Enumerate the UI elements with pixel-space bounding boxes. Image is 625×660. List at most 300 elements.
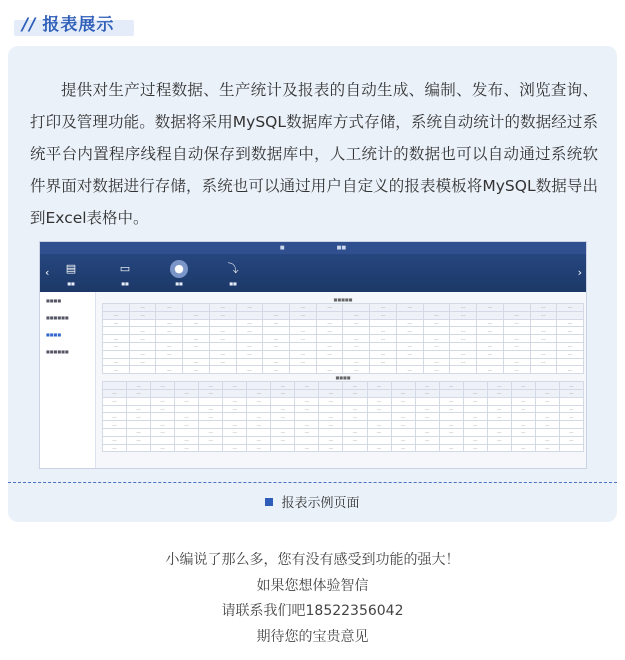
table-cell	[175, 382, 199, 390]
section-header	[14, 6, 134, 36]
table-row	[103, 335, 584, 343]
table-cell: ‒‒	[199, 405, 223, 413]
table-cell	[559, 444, 583, 452]
table-cell	[343, 350, 370, 358]
table-cell	[129, 319, 156, 327]
table-cell: ‒‒	[199, 436, 223, 444]
table-cell: ‒‒	[423, 319, 450, 327]
dashed-divider	[8, 482, 617, 483]
table-cell: ‒‒	[343, 428, 367, 436]
table-cell: ‒‒	[103, 319, 130, 327]
table-cell	[183, 327, 210, 335]
table-cell: ‒‒	[247, 444, 271, 452]
table-cell: ‒‒	[156, 342, 183, 350]
table-cell	[151, 413, 175, 421]
table-cell: ‒‒	[487, 436, 511, 444]
table-cell: ‒‒	[199, 428, 223, 436]
screenshot-report-tables	[102, 296, 584, 466]
table-cell	[209, 319, 236, 327]
table-cell: ‒‒	[263, 311, 290, 319]
table-cell	[319, 405, 343, 413]
table-cell: ‒‒	[557, 342, 584, 350]
table-cell: ‒‒	[127, 405, 151, 413]
table-cell: ‒‒	[175, 413, 199, 421]
table-cell: ‒‒	[183, 335, 210, 343]
table-cell	[530, 342, 557, 350]
table-cell: ‒‒	[530, 311, 557, 319]
table-cell: ‒‒	[271, 405, 295, 413]
table-row	[103, 421, 584, 429]
table-cell: ‒‒	[463, 413, 487, 421]
table-cell	[530, 366, 557, 374]
table-cell	[343, 304, 370, 312]
table-cell	[156, 358, 183, 366]
table-cell	[530, 319, 557, 327]
table-cell	[557, 311, 584, 319]
table-cell: ‒‒	[129, 327, 156, 335]
table-cell	[423, 350, 450, 358]
table-cell	[271, 397, 295, 405]
table-cell: ‒‒	[319, 421, 343, 429]
table-cell	[511, 413, 535, 421]
table-cell: ‒‒	[103, 358, 130, 366]
table-cell	[223, 413, 247, 421]
report-table-top	[102, 303, 584, 374]
nav-right-arrow-icon: ›	[577, 266, 582, 279]
table-cell: ‒‒	[415, 413, 439, 421]
table-cell: ‒‒	[263, 319, 290, 327]
report-screenshot	[39, 241, 587, 469]
table-cell: ‒‒	[103, 366, 130, 374]
table-cell: ‒‒	[103, 335, 130, 343]
table-cell: ‒‒	[247, 413, 271, 421]
table-cell	[487, 421, 511, 429]
table-cell: ‒‒	[263, 366, 290, 374]
table-cell	[183, 350, 210, 358]
table-cell	[450, 342, 477, 350]
table-row	[103, 405, 584, 413]
table-cell	[415, 444, 439, 452]
table-cell: ‒‒	[477, 319, 504, 327]
table-cell: ‒‒	[199, 382, 223, 390]
table-cell: ‒‒	[290, 304, 317, 312]
table-cell	[295, 389, 319, 397]
table-cell: ‒‒	[295, 405, 319, 413]
table-cell: ‒‒	[183, 319, 210, 327]
table-cell: ‒‒	[415, 428, 439, 436]
table-cell: ‒‒	[129, 335, 156, 343]
table-row	[103, 382, 584, 390]
table-cell: ‒‒	[209, 311, 236, 319]
table-cell: ‒‒	[450, 358, 477, 366]
table-cell: ‒‒	[477, 350, 504, 358]
table-cell: ‒‒	[316, 304, 343, 312]
table-cell: ‒‒	[151, 405, 175, 413]
table-cell: ‒‒	[127, 413, 151, 421]
table-cell: ‒‒	[199, 389, 223, 397]
table-cell	[477, 335, 504, 343]
table-cell: ‒‒	[439, 397, 463, 405]
nav-item-4: ⤵ ■■	[216, 260, 250, 286]
table-cell	[236, 311, 263, 319]
closing-line: 请联系我们吧18522356042	[221, 603, 404, 619]
table-cell: ‒‒	[439, 382, 463, 390]
table-cell: ‒‒	[343, 405, 367, 413]
table-cell: ‒‒	[343, 436, 367, 444]
table-cell: ‒‒	[396, 342, 423, 350]
table-cell	[396, 358, 423, 366]
table-cell: ‒‒	[511, 382, 535, 390]
table-cell	[103, 405, 127, 413]
table-row	[103, 444, 584, 452]
table-cell: ‒‒	[477, 342, 504, 350]
table-cell: ‒‒	[463, 444, 487, 452]
table-cell	[391, 382, 415, 390]
table-cell	[103, 350, 130, 358]
table-cell: ‒‒	[396, 366, 423, 374]
table-cell: ‒‒	[103, 389, 127, 397]
table-cell: ‒‒	[415, 436, 439, 444]
table-cell: ‒‒	[103, 397, 127, 405]
table-cell: ‒‒	[271, 382, 295, 390]
table-cell: ‒‒	[247, 397, 271, 405]
table-cell: ‒‒	[295, 428, 319, 436]
table-row	[103, 319, 584, 327]
table-row	[103, 358, 584, 366]
table-cell: ‒‒	[439, 405, 463, 413]
table-cell	[263, 327, 290, 335]
table-cell: ‒‒	[511, 428, 535, 436]
table-cell: ‒‒	[103, 436, 127, 444]
table-cell: ‒‒	[127, 389, 151, 397]
table-row	[103, 436, 584, 444]
table-row	[103, 304, 584, 312]
table-cell	[263, 304, 290, 312]
table-cell	[290, 342, 317, 350]
table-cell: ‒‒	[343, 389, 367, 397]
table-cell: ‒‒	[450, 304, 477, 312]
table-cell: ‒‒	[236, 304, 263, 312]
table-cell	[559, 421, 583, 429]
table-cell: ‒‒	[223, 444, 247, 452]
content-card	[8, 46, 617, 522]
table-cell	[156, 335, 183, 343]
table-cell: ‒‒	[103, 444, 127, 452]
table-cell: ‒‒	[423, 342, 450, 350]
table-cell: ‒‒	[316, 350, 343, 358]
table-cell: ‒‒	[487, 413, 511, 421]
table-cell: ‒‒	[103, 311, 130, 319]
table-cell: ‒‒	[477, 304, 504, 312]
table-cell: ‒‒	[557, 366, 584, 374]
table-cell: ‒‒	[223, 421, 247, 429]
table-cell	[183, 304, 210, 312]
table-cell: ‒‒	[127, 428, 151, 436]
table-row	[103, 397, 584, 405]
table-cell: ‒‒	[175, 397, 199, 405]
table-cell: ‒‒	[247, 436, 271, 444]
table-cell	[535, 428, 559, 436]
table-cell	[129, 366, 156, 374]
table-cell: ‒‒	[343, 319, 370, 327]
table-cell: ‒‒	[129, 311, 156, 319]
table-cell: ‒‒	[271, 389, 295, 397]
table-cell	[503, 304, 530, 312]
table-cell: ‒‒	[450, 335, 477, 343]
table-cell: ‒‒	[503, 342, 530, 350]
table-cell: ‒‒	[223, 382, 247, 390]
table-cell	[271, 444, 295, 452]
table-cell: ‒‒	[559, 405, 583, 413]
table-caption: ■■■■	[335, 375, 351, 381]
table-cell	[439, 436, 463, 444]
closing-line: 期待您的宝贵意见	[256, 628, 369, 645]
table-cell: ‒‒	[463, 421, 487, 429]
table-cell: ‒‒	[415, 389, 439, 397]
table-cell: ‒‒	[175, 436, 199, 444]
table-cell	[391, 428, 415, 436]
table-cell	[236, 358, 263, 366]
table-cell: ‒‒	[367, 397, 391, 405]
table-cell	[316, 311, 343, 319]
table-cell: ‒‒	[343, 342, 370, 350]
nav-item-1: ▤ ■■	[54, 260, 88, 286]
table-cell: ‒‒	[127, 382, 151, 390]
table-cell: ‒‒	[559, 389, 583, 397]
table-cell: ‒‒	[199, 413, 223, 421]
table-cell	[343, 327, 370, 335]
table-cell	[247, 382, 271, 390]
table-cell	[129, 342, 156, 350]
table-cell: ‒‒	[343, 366, 370, 374]
table-cell: ‒‒	[503, 358, 530, 366]
table-cell: ‒‒	[343, 382, 367, 390]
closing-line: 如果您想体验智信	[256, 577, 369, 594]
table-cell: ‒‒	[396, 327, 423, 335]
table-cell: ‒‒	[151, 444, 175, 452]
table-cell	[559, 397, 583, 405]
table-cell: ‒‒	[477, 327, 504, 335]
table-cell	[503, 350, 530, 358]
table-cell: ‒‒	[367, 421, 391, 429]
table-cell: ‒‒	[151, 421, 175, 429]
table-cell	[367, 389, 391, 397]
table-cell	[503, 327, 530, 335]
table-cell: ‒‒	[156, 366, 183, 374]
table-cell	[343, 444, 367, 452]
table-cell: ‒‒	[129, 304, 156, 312]
screenshot-side-menu	[40, 292, 96, 469]
side-menu-item: ■■■■■■	[46, 315, 69, 320]
table-cell	[511, 436, 535, 444]
table-cell: ‒‒	[391, 421, 415, 429]
table-cell: ‒‒	[290, 350, 317, 358]
table-cell: ‒‒	[103, 342, 130, 350]
table-cell: ‒‒	[183, 311, 210, 319]
table-cell	[396, 335, 423, 343]
table-cell	[367, 436, 391, 444]
table-cell	[103, 382, 127, 390]
table-cell: ‒‒	[319, 397, 343, 405]
table-cell: ‒‒	[247, 421, 271, 429]
table-cell: ‒‒	[396, 350, 423, 358]
table-cell	[209, 342, 236, 350]
table-cell: ‒‒	[557, 304, 584, 312]
table-cell	[463, 405, 487, 413]
table-cell	[175, 405, 199, 413]
table-cell: ‒‒	[175, 444, 199, 452]
table-cell: ‒‒	[183, 342, 210, 350]
table-cell: ‒‒	[295, 421, 319, 429]
table-cell	[223, 436, 247, 444]
table-cell	[423, 304, 450, 312]
table-cell	[343, 421, 367, 429]
table-cell: ‒‒	[450, 350, 477, 358]
table-cell	[247, 405, 271, 413]
table-cell: ‒‒	[530, 327, 557, 335]
table-cell	[535, 382, 559, 390]
table-cell: ‒‒	[316, 327, 343, 335]
intro-paragraph: 提供对生产过程数据、生产统计及报表的自动生成、编制、发布、浏览查询、打印及管理功能。数据将采用MySQL数据库方式存储，系统自动统计的数据经过系统平台内置程序线程自动保存到数据库中，人工统计的数据也可以自动通过系统软件界面对数据进行存储，系统也可以通过用户自定义的报表模板将MySQL数据导出到Excel表格中。	[30, 81, 598, 227]
section-title: // 报表展示	[22, 15, 115, 35]
table-cell: ‒‒	[535, 436, 559, 444]
table-cell: ‒‒	[129, 350, 156, 358]
table-cell: ‒‒	[503, 335, 530, 343]
table-cell: ‒‒	[271, 428, 295, 436]
table-cell: ‒‒	[156, 319, 183, 327]
table-cell: ‒‒	[511, 421, 535, 429]
table-cell: ‒‒	[295, 444, 319, 452]
table-cell	[487, 397, 511, 405]
table-cell: ‒‒	[370, 311, 397, 319]
table-cell: ‒‒	[156, 350, 183, 358]
table-cell: ‒‒	[535, 421, 559, 429]
table-cell: ‒‒	[503, 311, 530, 319]
table-cell: ‒‒	[557, 350, 584, 358]
table-cell	[103, 428, 127, 436]
table-cell	[316, 358, 343, 366]
table-cell	[487, 444, 511, 452]
table-cell	[477, 311, 504, 319]
table-cell: ‒‒	[236, 327, 263, 335]
table-cell: ‒‒	[557, 319, 584, 327]
table-cell: ‒‒	[127, 436, 151, 444]
table-cell	[370, 366, 397, 374]
table-cell: ‒‒	[209, 358, 236, 366]
monitor-icon: ▭	[119, 262, 131, 275]
table-cell	[199, 397, 223, 405]
table-cell: ‒‒	[316, 342, 343, 350]
table-cell	[463, 428, 487, 436]
table-cell	[271, 421, 295, 429]
table-cell	[367, 413, 391, 421]
table-cell: ‒‒	[535, 413, 559, 421]
table-cell: ‒‒	[511, 444, 535, 452]
table-cell: ‒‒	[423, 311, 450, 319]
users-icon: ●	[170, 260, 188, 278]
table-cell: ‒‒	[370, 304, 397, 312]
table-cell: ‒‒	[511, 405, 535, 413]
table-cell: ‒‒	[290, 311, 317, 319]
table-cell: ‒‒	[511, 397, 535, 405]
table-cell: ‒‒	[343, 358, 370, 366]
table-cell: ‒‒	[367, 405, 391, 413]
table-cell	[439, 389, 463, 397]
table-cell: ‒‒	[236, 350, 263, 358]
table-cell: ‒‒	[463, 389, 487, 397]
side-menu-item: ■■■■■■	[46, 349, 69, 354]
table-cell: ‒‒	[439, 444, 463, 452]
table-cell: ‒‒	[391, 389, 415, 397]
table-cell	[450, 366, 477, 374]
report-table-bottom	[102, 381, 584, 452]
lightning-icon: ⤵	[227, 262, 239, 275]
table-cell	[127, 421, 151, 429]
table-row	[103, 327, 584, 335]
table-row	[103, 413, 584, 421]
table-cell: ‒‒	[503, 366, 530, 374]
table-cell: ‒‒	[370, 358, 397, 366]
table-cell: ‒‒	[450, 327, 477, 335]
table-cell: ‒‒	[290, 335, 317, 343]
table-cell: ‒‒	[209, 327, 236, 335]
table-row	[103, 350, 584, 358]
table-cell: ‒‒	[343, 413, 367, 421]
table-caption: ■■■■■	[333, 297, 353, 302]
table-cell	[535, 405, 559, 413]
table-cell: ‒‒	[156, 327, 183, 335]
table-cell: ‒‒	[295, 397, 319, 405]
table-cell: ‒‒	[367, 428, 391, 436]
table-cell: ‒‒	[271, 413, 295, 421]
table-cell: ‒‒	[391, 444, 415, 452]
table-cell: ‒‒	[487, 405, 511, 413]
nav-left-arrow-icon: ‹	[45, 266, 50, 279]
table-cell: ‒‒	[209, 335, 236, 343]
table-cell: ‒‒	[487, 428, 511, 436]
table-cell	[199, 444, 223, 452]
table-cell: ‒‒	[156, 304, 183, 312]
table-cell	[156, 311, 183, 319]
table-cell	[263, 350, 290, 358]
table-cell: ‒‒	[391, 413, 415, 421]
chart-icon: ▤	[65, 262, 77, 275]
table-cell: ‒‒	[223, 428, 247, 436]
table-cell: ‒‒	[396, 304, 423, 312]
table-row	[103, 389, 584, 397]
table-cell	[316, 335, 343, 343]
square-bullet-icon	[265, 498, 273, 506]
table-cell	[370, 319, 397, 327]
table-cell	[175, 428, 199, 436]
table-cell: ‒‒	[236, 366, 263, 374]
table-cell	[450, 319, 477, 327]
table-cell	[415, 421, 439, 429]
table-cell: ‒‒	[477, 366, 504, 374]
table-cell	[370, 342, 397, 350]
table-cell: ‒‒	[343, 335, 370, 343]
table-cell: ‒‒	[223, 405, 247, 413]
table-cell: ‒‒	[236, 319, 263, 327]
table-cell	[151, 436, 175, 444]
table-cell: ‒‒	[263, 335, 290, 343]
table-cell: ‒‒	[487, 382, 511, 390]
figure-caption: 报表示例页面	[8, 492, 617, 511]
table-cell: ‒‒	[319, 389, 343, 397]
table-cell: ‒‒	[247, 389, 271, 397]
table-cell	[463, 382, 487, 390]
table-cell: ‒‒	[370, 327, 397, 335]
